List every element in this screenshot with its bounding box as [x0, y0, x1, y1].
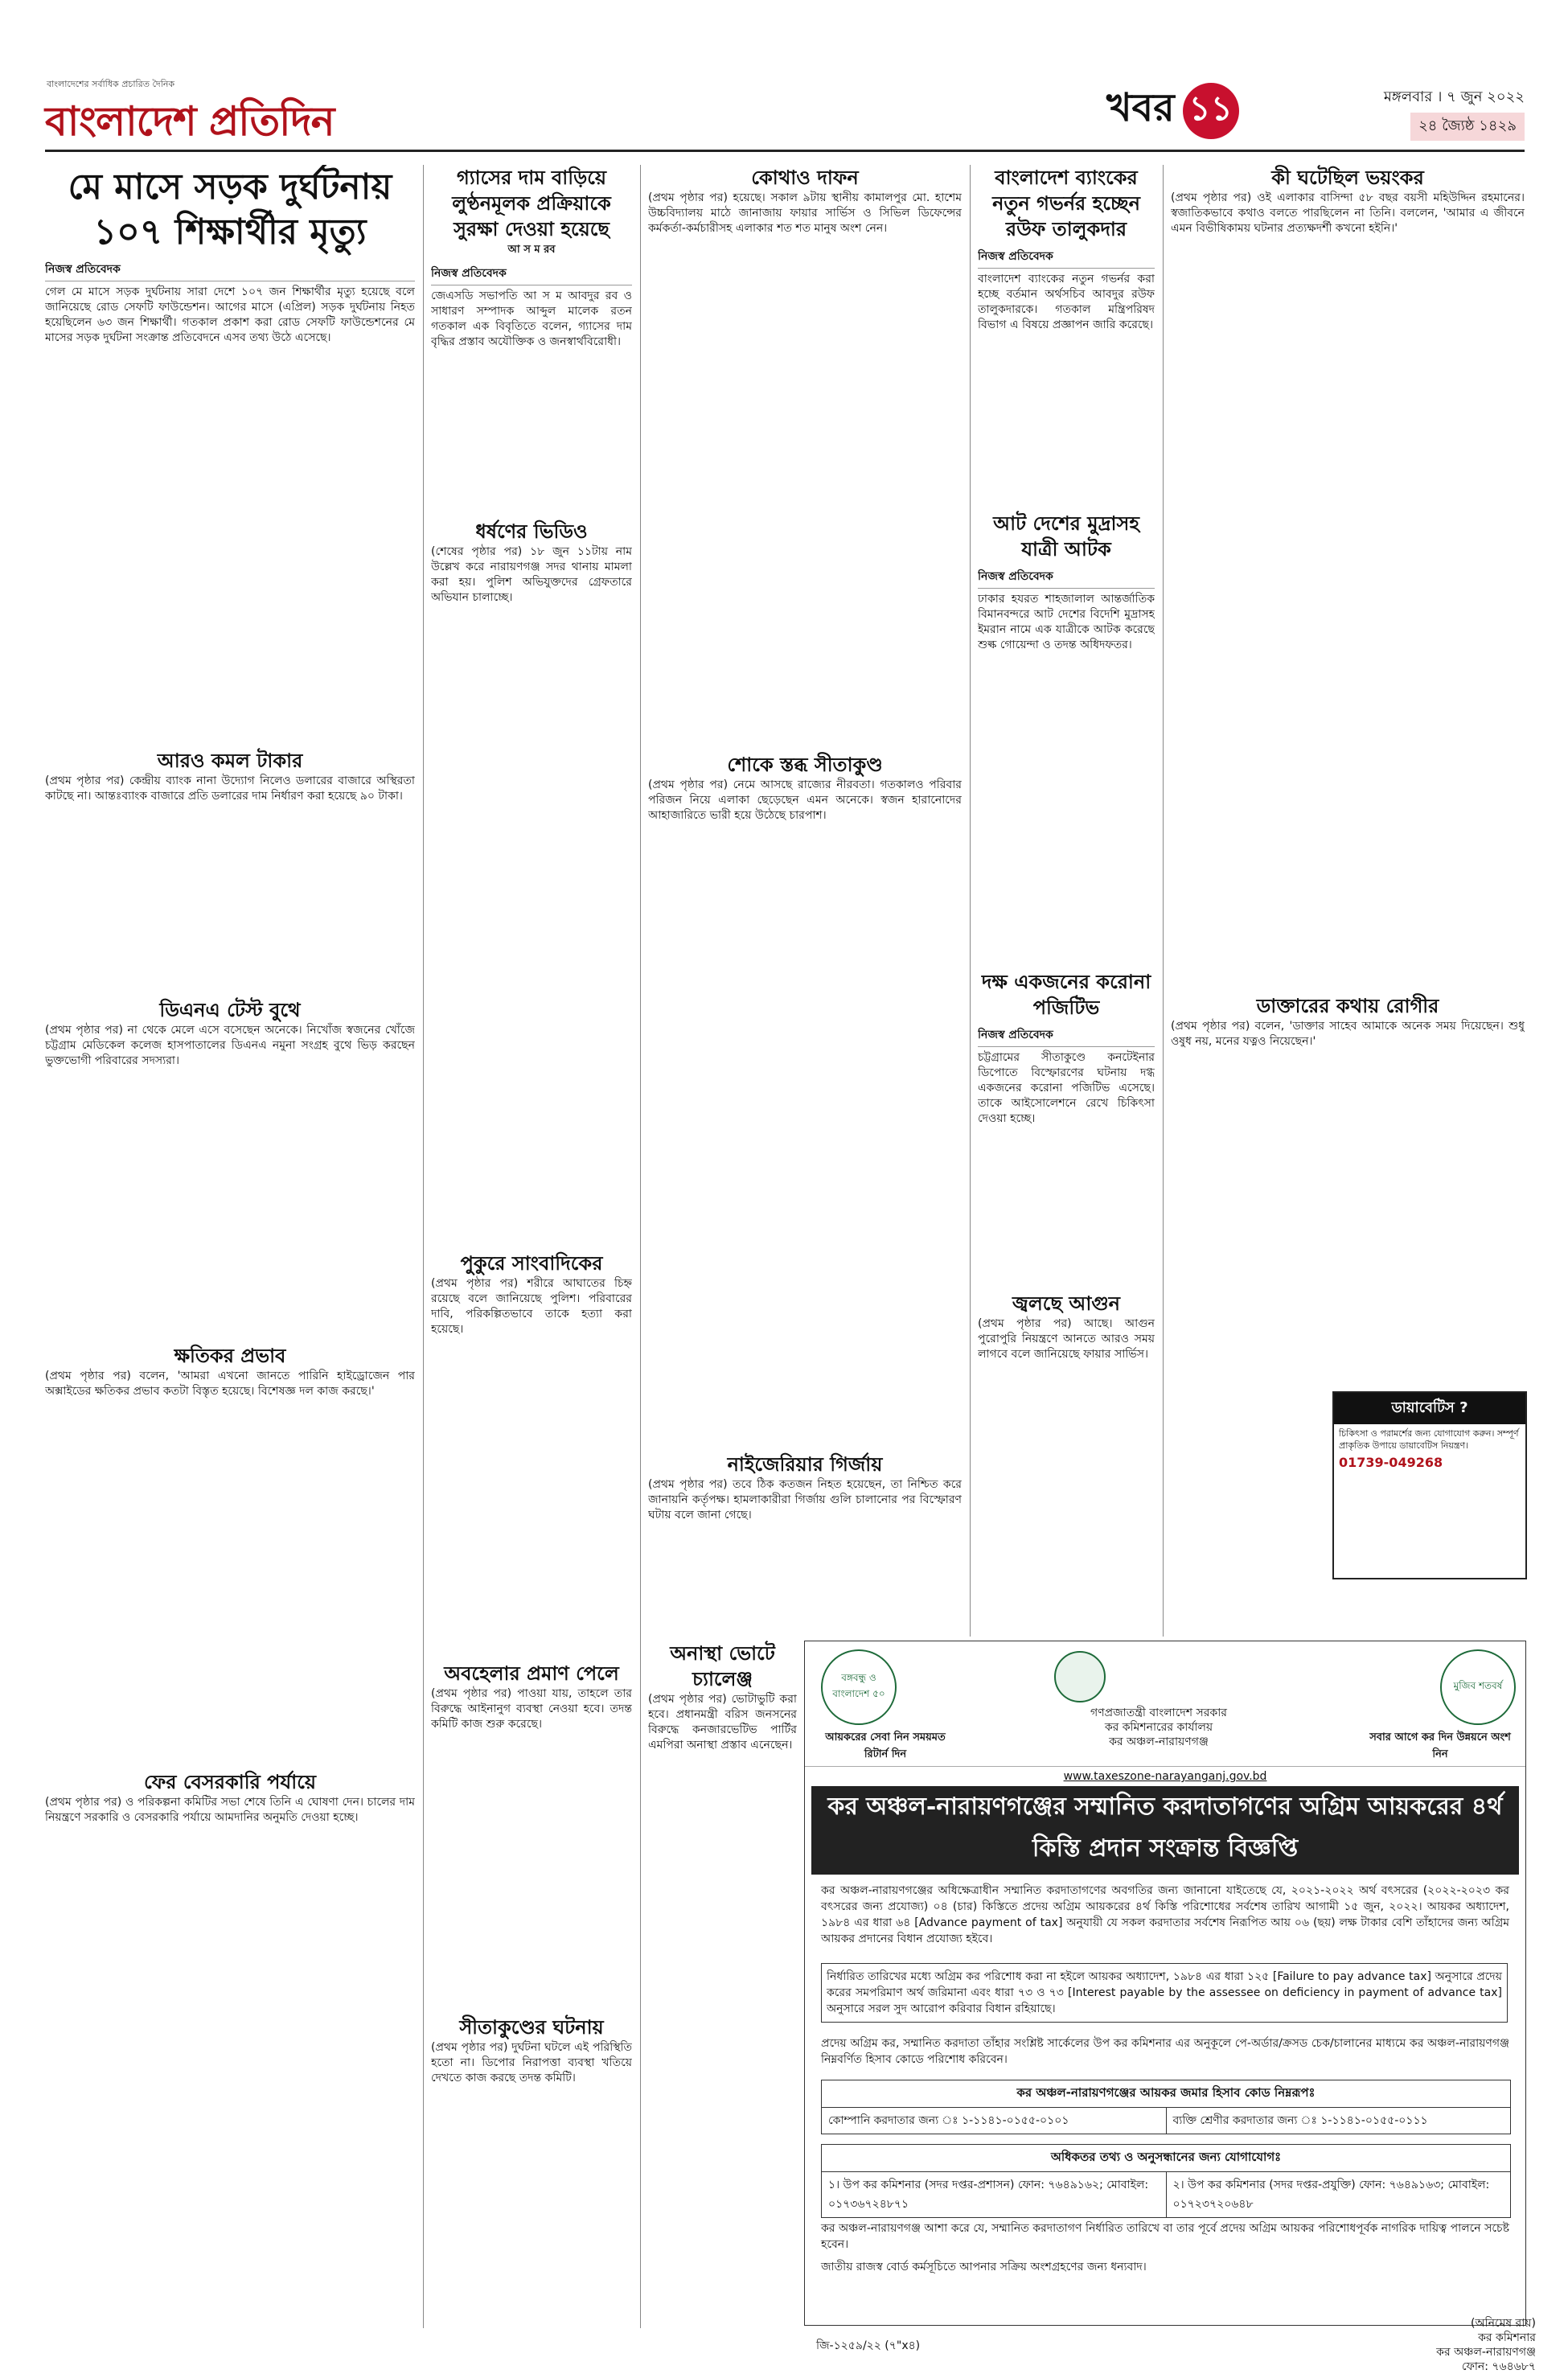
headline: ডিএনএ টেস্ট বুথে: [159, 998, 301, 1021]
account-code-row: [822, 2108, 1510, 2134]
diabetes-ad-title: ডায়াবেটিস ?: [1334, 1393, 1525, 1424]
headline: ধর্ষণের ভিডিও: [475, 520, 588, 543]
story-body: (প্রথম পৃষ্ঠার পর) নেমে আসছে রাজ্যের নীরবতা। গতকালও পরিবার পরিজন নিয়ে এলাকা ছেড়েছেন এমন অনেকে। স্বজন হারানোদের আহাজারিতে ভারী হয়ে উঠেছে চারপাশ।: [648, 778, 962, 822]
story-currency-arrest: [978, 511, 1155, 961]
diabetes-ad-phone: 01739-049268: [1339, 1455, 1443, 1470]
ad-org: [982, 1706, 1336, 1749]
story-body: (প্রথম পৃষ্ঠার পর) তবে ঠিক কতজন নিহত হয়েছেন, তা নিশ্চিত করে জানায়নি কর্তৃপক্ষ। হামলাকারীরা গির্জায় গুলি চালানোর পর বিস্ফোরণ ঘটায় বলে জানা গেছে।: [648, 1478, 962, 1522]
story-fire: [978, 1291, 1155, 1637]
story-body: ঢাকার হযরত শাহজালাল আন্তর্জাতিক বিমানবন্দরে আট দেশের বিদেশি মুদ্রাসহ ইমরান নামে এক যাত্রীকে আটক করেছে শুল্ক গোয়েন্দা ও তদন্ত অধিদফতর।: [978, 593, 1155, 651]
slogan-left: আয়করের সেবা নিন সময়মত রিটার্ন দিন: [825, 1731, 946, 1760]
story-online-vote: [648, 1641, 797, 2324]
headline: ফের বেসরকারি পর্যায়ে: [143, 1770, 317, 1793]
column-rule: [423, 165, 424, 2328]
story-body: (শেষের পৃষ্ঠার পর) ১৮ জুন ১১টায় নাম উল্লেখ করে নারায়ণগঞ্জ সদর থানায় মামলা করা হয়। পুলিশ অভিযুক্তদের গ্রেফতারে অভিযান চালাচ্ছে।: [431, 545, 632, 604]
story-body: (প্রথম পৃষ্ঠার পর) কেন্দ্রীয় ব্যাংক নানা উদ্যোগ নিলেও ডলারের বাজারে অস্থিরতা কাটছে না। আন্তঃব্যাংক বাজারে প্রতি ডলারের দাম নির্ধারণ করা হয়েছে ৯০ টাকা।: [45, 774, 415, 803]
headline: অনাস্থা ভোটে চ্যালেঞ্জ: [670, 1641, 775, 1690]
story-body: (প্রথম পৃষ্ঠার পর) ভোটাভুটি করা হবে। প্রধানমন্ত্রী বরিস জনসনের বিরুদ্ধে কনজারভেটিভ পার্টির এমপিরা অনাস্থা প্রস্তাব এনেছেন।: [648, 1693, 797, 1752]
logo: বাংলাদেশ প্রতিদিন: [45, 97, 335, 145]
org-line3: কর অঞ্চল-নারায়ণগঞ্জ: [1109, 1735, 1209, 1748]
story-body: জেএসডি সভাপতি আ স ম আবদুর রব ও সাধারণ সম্পাদক আব্দুল মালেক রতন গতকাল এক বিবৃতিতে বলেন, গ্যাসের দাম বৃদ্ধির প্রস্তাব অযৌক্তিক ও জনস্বার্থবিরোধী।: [431, 290, 632, 348]
story-more-dollar: [45, 748, 415, 989]
contact-box: [821, 2144, 1511, 2218]
story-body: গেল মে মাসে সড়ক দুর্ঘটনায় সারা দেশে ১০৭ জন শিক্ষার্থীর মৃত্যু হয়েছে বলে জানিয়েছে রোড সেফটি ফাউন্ডেশন। আগের মাসে (এপ্রিল) সড়ক দুর্ঘটনায় নিহত হয়েছিলেন ৬৩ জন শিক্ষার্থী। গতকাল প্রকাশ করা রোড সেফটি ফাউন্ডেশনের মে মাসের সড়ক দুর্ঘটনা সংক্রান্ত প্রতিবেদনে এসব তথ্য উঠে এসেছে।: [45, 285, 415, 344]
headline: গ্যাসের দাম বাড়িয়ে লুণ্ঠনমূলক প্রক্রিয়াকে সুরক্ষা দেওয়া হয়েছে: [452, 166, 611, 240]
ad-paragraph-2: নির্ধারিত তারিখের মধ্যে অগ্রিম কর পরিশোধ করা না হইলে আয়কর অধ্যাদেশ, ১৯৮৪ এর ধারা ১২৫ [Failure to pay advance tax] অনুসারে প্রদেয় করের সমপরিমাণ অর্থ জরিমানা এবং ধারা ৭৩ ও ৭৩ [Interest payable by the assessee on deficiency in payment of advance tax] অনুসারে সরল সুদ আরোপ করিবার বিধান রহিয়াছে।: [821, 1963, 1508, 2023]
byline: নিজস্ব প্রতিবেদক: [431, 264, 632, 285]
section-header: [1106, 79, 1239, 142]
headline: আরও কমল টাকার: [157, 749, 303, 772]
story-doctor-patient: [1171, 993, 1525, 1379]
govt-seal-icon: [1054, 1651, 1106, 1702]
headline: অবহেলার প্রমাণ পেলে: [444, 1661, 619, 1685]
headline: নাইজেরিয়ার গির্জায়: [727, 1452, 883, 1476]
contact-row: [822, 2172, 1510, 2217]
story-body: বাংলাদেশ ব্যাংকের নতুন গভর্নর করা হচ্ছে বর্তমান অর্থসচিব আবদুর রউফ তালুকদারকে। গতকাল মন্ত্রিপরিষদ বিভাগ এ বিষয়ে প্রজ্ঞাপন জারি করেছে।: [978, 273, 1155, 331]
story-mourning: [648, 752, 962, 1444]
story-bangladesh-bank: [978, 165, 1155, 503]
ad-reference: জি-১২৫৯/২২ (৭"x৪): [816, 2339, 921, 2352]
story-corona: [978, 969, 1155, 1283]
story-body: (প্রথম পৃষ্ঠার পর) শরীরে আঘাতের চিহ্ন রয়েছে বলে জানিয়েছে পুলিশ। পরিবারের দাবি, পরিকল্পিতভাবে তাকে হত্যা করা হয়েছে।: [431, 1277, 632, 1336]
org-line2: কর কমিশনারের কার্যালয়: [1104, 1721, 1213, 1734]
story-body: (প্রথম পৃষ্ঠার পর) বলেন, 'ডাক্তার সাহেব আমাকে অনেক সময় দিয়েছেন। শুধু ওষুধ নয়, মনের যত্নও নিয়েছেন।': [1171, 1020, 1525, 1048]
column-rule: [970, 165, 971, 1637]
story-body: (প্রথম পৃষ্ঠার পর) দুর্ঘটনা ঘটলে এই পরিস্থিতি হতো না। ডিপোর নিরাপত্তা ব্যবস্থা খতিয়ে দেখতে কাজ করছে তদন্ত কমিটি।: [431, 2041, 632, 2084]
sub-headline: আ স ম রব: [507, 244, 556, 256]
story-body: (প্রথম পৃষ্ঠার পর) না থেকে মেলে এসে বসেছেন অনেকে। নিখোঁজ স্বজনের খোঁজে চট্টগ্রাম মেডিকেল কলেজ হাসপাতালের ডিএনএ নমুনা সংগ্রহ বুথে ভিড় করছেন ভুক্তভোগী পরিবারের সদস্যরা।: [45, 1024, 415, 1067]
ad-website: www.taxeszone-narayanganj.gov.bd: [1063, 1770, 1267, 1783]
headline: পুকুরে সাংবাদিকের: [460, 1251, 603, 1275]
story-what-happened: [1171, 165, 1525, 985]
page-number: ১১: [1183, 83, 1239, 139]
story-market: [45, 1769, 415, 2324]
story-body: (প্রথম পৃষ্ঠার পর) বলেন, 'আমরা এখনো জানতে পারিনি হাইড্রোজেন পার অক্সাইডের ক্ষতিকর প্রভাব কতটা বিস্তৃত হয়েছে। বিশেষজ্ঞ দল কাজ করছে।': [45, 1370, 415, 1398]
contact-2: ২। উপ কর কমিশনার (সদর দপ্তর-প্রযুক্তি) ফোন: ৭৬৪৯১৬৩; মোবাইল: ০১৭২৩৭২০৬৪৮: [1166, 2172, 1511, 2217]
date-bangla: ২৪ জ্যৈষ্ঠ ১৪২৯: [1410, 113, 1525, 141]
contact-head: অধিকতর তথ্য ও অনুসন্ধানের জন্য যোগাযোগঃ: [822, 2145, 1510, 2172]
story-gas-price: [431, 165, 632, 511]
headline: শোকে স্তব্ধ সীতাকুণ্ড: [727, 753, 883, 776]
story-negligence: [431, 1661, 632, 2006]
signer-title1: কর কমিশনার: [1478, 2331, 1536, 2344]
ad-paragraph-1: কর অঞ্চল-নারায়ণগঞ্জের অধিক্ষেত্রাধীন সম্মানিত করদাতাগণের অবগতির জন্য জানানো যাইতেছে যে, ২০২১-২০২২ অর্থ বৎসরের (২০২২-২০২৩ কর বৎসরের জন্য প্রযোজ্য) ০৪ (চার) কিস্তিতে প্রদেয় অগ্রিম আয়করের ৪র্থ কিস্তি পরিশোধের সর্বশেষ তারিখ আগামী ১৫ জুন, ২০২২। আয়কর অধ্যাদেশ, ১৯৮৪ এর ধারা ৬৪ [Advance payment of tax] অনুযায়ী যে সকল করদাতার সর্বশেষ নিরূপিত আয় ০৬ (ছয়) লক্ষ টাকার বেশি তাঁহাদের জন্য অগ্রিম আয়কর প্রদানের বিধান প্রযোজ্য হইবে।: [821, 1884, 1509, 1945]
headline: দক্ষ একজনের করোনা পজিটিভ: [981, 970, 1151, 1019]
ad-header: [805, 1641, 1525, 1767]
masthead: [45, 77, 1525, 152]
headline: ডাক্তারের কথায় রোগীর: [1256, 994, 1439, 1017]
story-road-accident: [45, 165, 415, 744]
diabetes-ad-body: চিকিৎসা ও পরামর্শের জন্য যোগাযোগ করুন। সম্পূর্ণ প্রাকৃতিক উপায়ে ডায়াবেটিস নিয়ন্ত্রণ।: [1339, 1428, 1519, 1451]
headline: আট দেশের মুদ্রাসহ যাত্রী আটক: [993, 511, 1139, 561]
story-body: (প্রথম পৃষ্ঠার পর) পাওয়া যায়, তাহলে তার বিরুদ্ধে আইনানুগ ব্যবস্থা নেওয়া হবে। তদন্ত কমিটি কাজ শুরু করেছে।: [431, 1687, 632, 1731]
byline: নিজস্ব প্রতিবেদক: [978, 1025, 1155, 1047]
ad-banner: কর অঞ্চল-নারায়ণগঞ্জের সম্মানিত করদাতাগণের অগ্রিম আয়করের ৪র্থ কিস্তি প্রদান সংক্রান্ত বিজ্ঞপ্তি: [811, 1786, 1519, 1875]
diabetes-ad: [1332, 1391, 1527, 1579]
story-body: চট্টগ্রামের সীতাকুণ্ডে কনটেইনার ডিপোতে বিস্ফোরণের ঘটনায় দগ্ধ একজনের করোনা পজিটিভ এসেছে। তাকে আইসোলেশনে রেখে চিকিৎসা দেওয়া হচ্ছে।: [978, 1051, 1155, 1125]
story-damage: [45, 1343, 415, 1761]
story-body: (প্রথম পৃষ্ঠার পর) আছে। আগুন পুরোপুরি নিয়ন্ত্রণে আনতে আরও সময় লাগবে বলে জানিয়েছে ফায়ার সার্ভিস।: [978, 1317, 1155, 1361]
headline: ক্ষতিকর প্রভাব: [174, 1344, 286, 1367]
byline: নিজস্ব প্রতিবেদক: [978, 247, 1155, 269]
story-body: (প্রথম পৃষ্ঠার পর) ও পরিকল্পনা কমিটির সভা শেষে তিনি এ ঘোষণা দেন। চালের দাম নিয়ন্ত্রণে সরকারি ও বেসরকারি পর্যায়ে আমদানির অনুমতি দেওয়া হচ্ছে।: [45, 1796, 415, 1824]
headline: সীতাকুণ্ডের ঘটনায়: [459, 2015, 604, 2039]
story-body: (প্রথম পৃষ্ঠার পর) হয়েছে। সকাল ৯টায় স্থানীয় কামালপুর মো. হাশেম উচ্চবিদ্যালয় মাঠে জানাজায় ফায়ার সার্ভিস ও সিভিল ডিফেন্সের কর্মকর্তা-কর্মচারীসহ এলাকার শত শত মানুষ অংশ নেন।: [648, 191, 962, 235]
ad-signer: [1436, 2316, 1536, 2374]
story-sitakunda-incident: [431, 2015, 632, 2324]
ad-closing: কর অঞ্চল-নারায়ণগঞ্জ আশা করে যে, সম্মানিত করদাতাগণ নির্ধারিত তারিখে বা তার পূর্বে প্রদেয় অগ্রিম আয়কর পরিশোধপূর্বক নাগরিক দায়িত্ব পালনে সচেষ্ট হবেন।: [821, 2222, 1509, 2251]
signer-name: (অনিমেষ রায়): [1471, 2317, 1536, 2330]
signer-title2: কর অঞ্চল-নারায়ণগঞ্জ: [1436, 2346, 1536, 2359]
slogan-right: সবার আগে কর দিন উন্নয়নে অংশ নিন: [1369, 1731, 1511, 1760]
story-journalist: [431, 1251, 632, 1653]
story-dna-test: [45, 997, 415, 1335]
signer-phone: ফোন: ৭৬৪৬৮৭: [1461, 2360, 1536, 2373]
ad-paragraph-3: প্রদেয় অগ্রিম কর, সম্মানিত করদাতা তাঁহার সংশ্লিষ্ট সার্কেলের উপ কর কমিশনার এর অনুকূলে পে-অর্ডার/ক্রসড চেক/চালানের মাধ্যমে কর অঞ্চল-নারায়ণগঞ্জ নিম্নবর্ণিত হিসাব কোডে পরিশোধ করিবেন।: [821, 2037, 1509, 2066]
story-body: (প্রথম পৃষ্ঠার পর) ওই এলাকার বাসিন্দা ৫৮ বছর বয়সী মহিউদ্দিন রহমানের। স্বজাতিকভাবে কথাও বলতে পারছিলেন না তিনি। বললেন, 'আমার এ জীবনে এমন বিভীষিকাময় ঘটনার প্রত্যক্ষদর্শী কখনো হইনি।': [1171, 191, 1525, 235]
headline: মে মাসে সড়ক দুর্ঘটনায় ১০৭ শিক্ষার্থীর মৃত্যু: [68, 166, 392, 253]
tagline: বাংলাদেশের সর্বাধিক প্রচারিত দৈনিক: [47, 79, 175, 89]
golden-jubilee-logo: বঙ্গবন্ধু ও বাংলাদেশ ৫০: [821, 1649, 897, 1725]
org-line1: গণপ্রজাতন্ত্রী বাংলাদেশ সরকার: [1090, 1707, 1227, 1719]
headline: কী ঘটেছিল ভয়ংকর: [1271, 166, 1424, 189]
ad-thanks: জাতীয় রাজস্ব বোর্ড কর্মসূচিতে আপনার সক্রিয় অংশগ্রহণের জন্য ধন্যবাদ।: [821, 2261, 1147, 2273]
code-individual: ব্যক্তি শ্রেণীর করদাতার জন্য ঃ ১-১১৪১-০১৫৫-০১১১: [1166, 2108, 1511, 2134]
code-company: কোম্পানি করদাতার জন্য ঃ ১-১১৪১-০১৫৫-০১০১: [828, 2114, 1069, 2127]
account-code-head: কর অঞ্চল-নারায়ণগঞ্জের আয়কর জমার হিসাব কোড নিম্নরূপঃ: [822, 2080, 1510, 2108]
headline: জ্বলছে আগুন: [1012, 1292, 1120, 1315]
story-rape-video: [431, 519, 632, 1242]
section-name: খবর: [1106, 85, 1175, 130]
mujib-year-logo: মুজিব শতবর্ষ: [1440, 1649, 1516, 1725]
story-burial: [648, 165, 962, 744]
byline: নিজস্ব প্রতিবেদক: [45, 260, 415, 281]
contact-1: ১। উপ কর কমিশনার (সদর দপ্তর-প্রশাসন) ফোন: ৭৬৪৯১৬২; মোবাইল: ০১৭৩৬৭২৪৮৭১: [828, 2179, 1149, 2211]
column-rule: [1163, 165, 1164, 1637]
account-code-box: [821, 2080, 1511, 2134]
date-gregorian: মঙ্গলবার । ৭ জুন ২০২২: [1383, 88, 1525, 105]
tax-notice-ad: [804, 1641, 1526, 2326]
headline: কোথাও দাফন: [751, 166, 859, 189]
byline: নিজস্ব প্রতিবেদক: [978, 567, 1155, 589]
story-church: [648, 1452, 962, 1633]
headline: বাংলাদেশ ব্যাংকের নতুন গভর্নর হচ্ছেন রউফ তালুকদার: [992, 166, 1140, 240]
column-rule: [640, 165, 641, 2328]
